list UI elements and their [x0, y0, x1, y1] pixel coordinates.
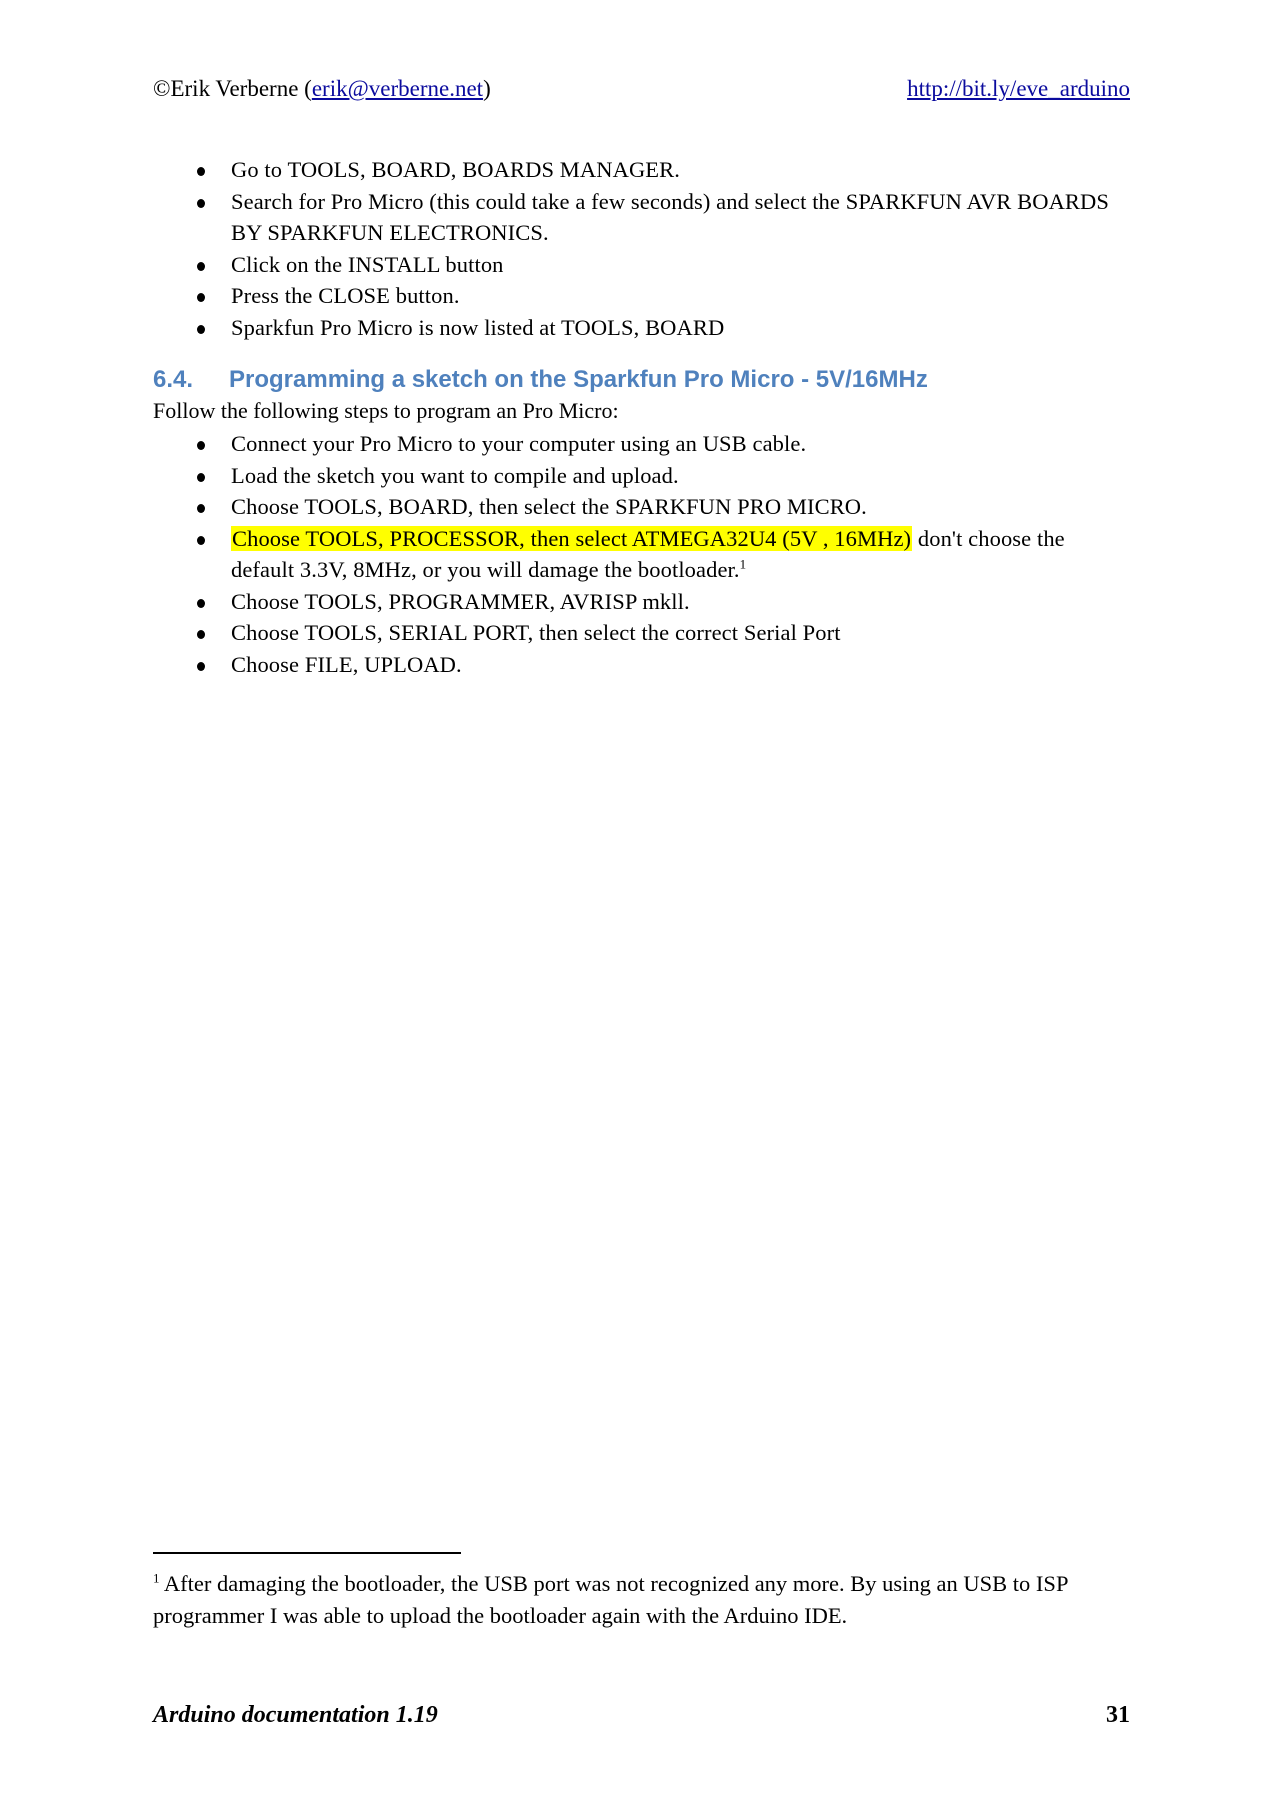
- bullet-icon: [197, 504, 205, 513]
- footnote-number: 1: [153, 1570, 160, 1586]
- author-credit: [153, 76, 491, 102]
- page-header: [153, 76, 1130, 110]
- bullet-icon: [197, 473, 205, 482]
- email-link[interactable]: erik@verberne.net: [311, 76, 484, 101]
- list-item: Choose FILE, UPLOAD.: [153, 649, 1133, 681]
- list-item: Choose TOOLS, SERIAL PORT, then select the correct Serial Port: [153, 617, 1133, 649]
- bullet-icon: [197, 167, 205, 176]
- page-number: 31: [1106, 1702, 1130, 1728]
- bullet-icon: [197, 199, 205, 208]
- footnote: [153, 1568, 1143, 1631]
- list-item: Choose TOOLS, BOARD, then select the SPARKFUN PRO MICRO.: [153, 491, 1133, 523]
- footnote-separator: [153, 1552, 461, 1554]
- bullet-icon: [197, 262, 205, 271]
- highlighted-text: Choose TOOLS, PROCESSOR, then select ATMEGA32U4 (5V , 16MHz): [232, 525, 912, 551]
- url-link[interactable]: http://bit.ly/eve_arduino: [907, 76, 1130, 101]
- bullet-icon: [197, 599, 205, 608]
- bullet-icon: [197, 293, 205, 302]
- programming-steps: [153, 428, 1133, 680]
- footnote-ref[interactable]: 1: [739, 556, 747, 572]
- list-item: Load the sketch you want to compile and upload.: [153, 460, 1133, 492]
- section-intro: Follow the following steps to program an Pro Micro:: [153, 398, 619, 423]
- section-heading: [153, 366, 928, 394]
- section-title: Programming a sketch on the Sparkfun Pro Micro - 5V/16MHz: [229, 366, 928, 393]
- list-item: Search for Pro Micro (this could take a few seconds) and select the SPARKFUN AVR BOARDS BY SPARKFUN ELECTRONICS.: [153, 186, 1133, 249]
- bullet-icon: [197, 325, 205, 334]
- bullet-icon: [197, 662, 205, 671]
- list-item: Sparkfun Pro Micro is now listed at TOOLS, BOARD: [153, 312, 1133, 344]
- list-item: Choose TOOLS, PROCESSOR, then select ATMEGA32U4 (5V , 16MHz) don't choose the default 3.3V, 8MHz, or you will damage the bootloader.$^1$: [153, 523, 1133, 586]
- section-number: 6.4.: [153, 366, 194, 393]
- page-footer: [153, 1702, 1130, 1736]
- bullet-icon: [197, 441, 205, 450]
- boards-manager-steps: [153, 154, 1133, 343]
- footnote-text: After damaging the bootloader, the USB port was not recognized any more. By using an USB to ISP programmer I was able to upload the bootloader again with the Arduino IDE.: [153, 1571, 1068, 1628]
- author-prefix: ©Erik Verberne (: [153, 76, 312, 101]
- bullet-icon: [197, 630, 205, 639]
- bullet-icon: [197, 536, 205, 545]
- author-suffix: ): [483, 76, 491, 101]
- list-item: Press the CLOSE button.: [153, 280, 1133, 312]
- list-item: Connect your Pro Micro to your computer using an USB cable.: [153, 428, 1133, 460]
- list-item: Go to TOOLS, BOARD, BOARDS MANAGER.: [153, 154, 1133, 186]
- list-item: Click on the INSTALL button: [153, 249, 1133, 281]
- list-item: Choose TOOLS, PROGRAMMER, AVRISP mkll.: [153, 586, 1133, 618]
- document-title: Arduino documentation 1.19: [153, 1702, 438, 1728]
